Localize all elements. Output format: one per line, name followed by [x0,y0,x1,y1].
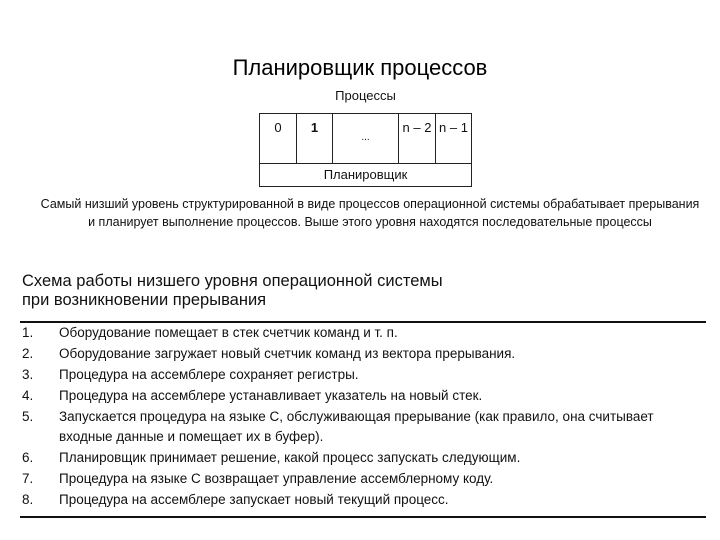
list-item [22,344,702,364]
step-text: Процедура на ассемблере запускает новый текущий процесс. [59,491,449,507]
heading-line: при возникновении прерывания [22,291,267,309]
processes-label: Процессы [335,88,396,103]
list-item [22,469,702,489]
list-item [22,490,702,510]
scheduler-cell: Планировщик [260,163,471,186]
step-number: 2. [22,346,34,361]
step-text: Процедура на ассемблере сохраняет регистры. [59,367,359,382]
list-item [22,448,702,468]
diagram-caption: Самый низший уровень структурированной в виде процессов операционной системы обрабатывает прерывания и планирует выполнение процессов. Выше этого уровня находятся последовательные процессы [40,197,700,229]
step-text: Планировщик принимает решение, какой процесс запускать следующим. [59,449,521,465]
slide-title: Планировщик процессов [232,55,488,80]
step-number: 4. [22,388,34,403]
steps-list [22,323,702,511]
step-number: 1. [22,325,34,340]
list-item [22,407,702,446]
bottom-rule [20,516,706,518]
step-number: 6. [22,449,34,465]
step-text: Оборудование загружает новый счетчик команд из вектора прерывания. [59,346,516,361]
step-number: 5. [22,409,34,424]
heading-line: Схема работы низшего уровня операционной системы [22,272,443,290]
process-cell: n – 2 [399,114,436,163]
step-text: Процедура на ассемблере устанавливает указатель на новый стек. [59,388,483,403]
process-diagram [259,113,472,187]
process-cell: 1 [297,114,333,163]
step-number: 7. [22,470,34,486]
process-cell: 0 [260,114,297,163]
process-cell: ... [333,114,399,163]
process-cell: n – 1 [439,120,468,135]
step-text: Процедура на языке С возвращает управление ассемблерному коду. [59,470,494,486]
step-text: Оборудование помещает в стек счетчик команд и т. п. [59,325,398,340]
list-item [22,386,702,406]
step-text: Запускается процедура на языке С, обслуживающая прерывание (как правило, она считывает входные данные и помещает их в буфер). [59,409,654,444]
step-number: 3. [22,367,34,382]
list-item [22,365,702,385]
list-item [22,323,702,343]
section-heading [22,272,443,310]
step-number: 8. [22,491,34,507]
